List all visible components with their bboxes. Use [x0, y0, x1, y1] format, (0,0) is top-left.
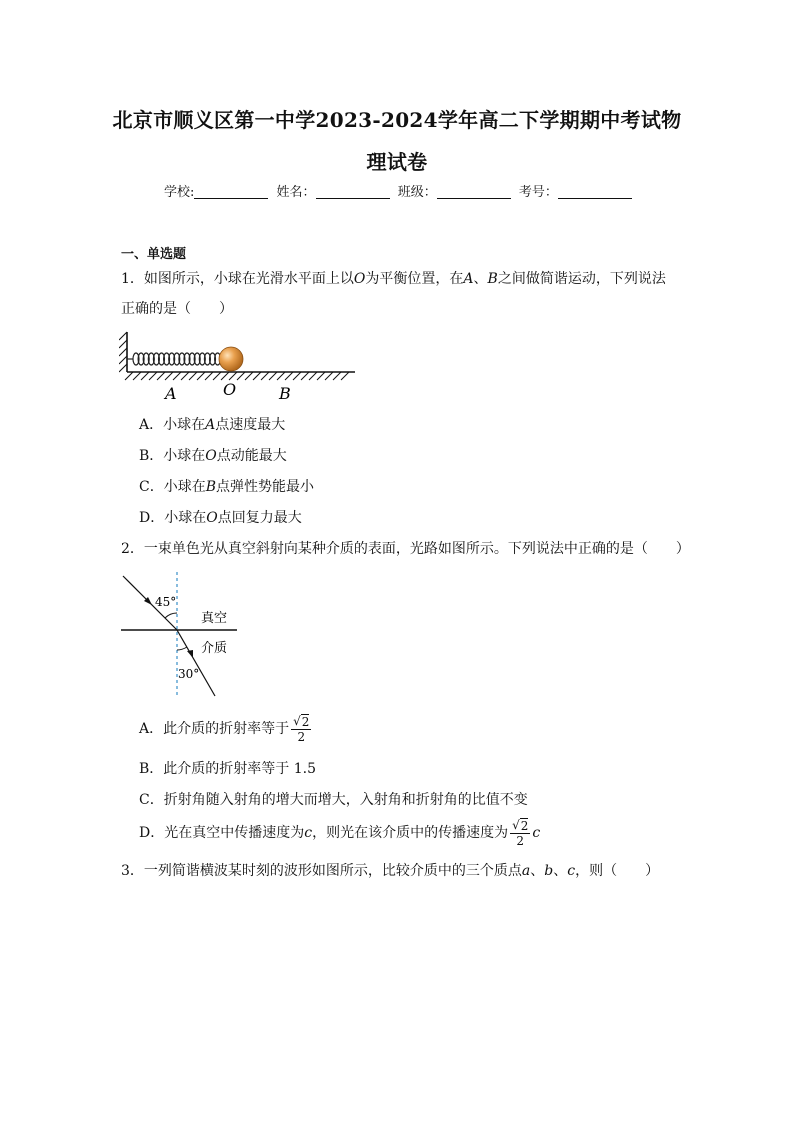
spring-oscillator-figure: [119, 328, 359, 404]
incident-angle-label: 45°: [155, 595, 177, 609]
variable-a: A: [463, 271, 474, 287]
q1-option-b[interactable]: B．小球在O点动能最大: [139, 448, 287, 464]
class-blank[interactable]: [437, 186, 511, 199]
floor-hatch: [125, 372, 349, 380]
q2-option-a[interactable]: A．此介质的折射率等于 √ 2 2: [139, 714, 310, 744]
variable-b: b: [544, 863, 554, 879]
q2-option-b[interactable]: B．此介质的折射率等于 1.5: [139, 761, 317, 777]
medium-label: 介质: [201, 641, 228, 656]
variable-a: a: [521, 863, 531, 879]
refraction-figure: [119, 570, 249, 702]
student-info-row: [164, 181, 636, 200]
question-1-line1: [121, 264, 681, 294]
q2-option-d[interactable]: D．光在真空中传播速度为c，则光在该介质中的传播速度为 √ 2 2 c: [139, 818, 541, 848]
refracted-arrow: [187, 650, 193, 658]
question-number: 1．: [121, 271, 144, 287]
question-text: 一列简谐横波某时刻的波形如图所示，比较介质中的三个质点: [143, 863, 522, 879]
q1-option-c[interactable]: C．小球在B点弹性势能最小: [139, 479, 315, 495]
question-3: 3．一列简谐横波某时刻的波形如图所示，比较介质中的三个质点a、b、c，则（ ）: [121, 863, 660, 879]
exam-number-blank[interactable]: [558, 186, 632, 199]
point-b-label: B: [279, 384, 291, 403]
name-blank[interactable]: [316, 186, 390, 199]
question-text: 、: [473, 271, 488, 287]
refraction-angle-label: 30°: [178, 667, 200, 681]
question-1-line2: 正确的是（ ）: [121, 301, 233, 317]
name-label: 姓名：: [276, 185, 316, 200]
spring: [133, 353, 221, 365]
question-text: 如图所示，小球在光滑水平面上以: [143, 271, 354, 287]
ball: [219, 347, 243, 371]
q1-option-d[interactable]: D．小球在O点回复力最大: [139, 510, 302, 526]
school-blank[interactable]: [194, 186, 268, 199]
class-label: 班级：: [397, 185, 437, 200]
question-number: 3．: [121, 863, 144, 879]
q2-option-c[interactable]: C．折射角随入射角的增大而增大，入射角和折射角的比值不变: [139, 792, 528, 808]
exam-number-label: 考号：: [518, 185, 558, 200]
vacuum-label: 真空: [201, 611, 228, 626]
school-label: 学校:: [164, 185, 195, 200]
question-1: [121, 264, 681, 324]
fraction-sqrt2-over-2: √ 2 2: [293, 714, 310, 744]
variable-b: B: [487, 271, 498, 287]
refracted-ray: [177, 630, 215, 696]
question-number: 2．: [121, 541, 144, 557]
incident-angle-arc: [165, 613, 177, 618]
question-text: ，则（ ）: [575, 863, 660, 879]
question-text: 为平衡位置，在: [365, 271, 464, 287]
refraction-angle-arc: [177, 647, 187, 650]
exam-title-line2: 理试卷: [366, 150, 428, 174]
wall-hatch: [119, 332, 127, 372]
point-a-label: A: [165, 384, 177, 403]
q1-option-a[interactable]: A．小球在A点速度最大: [139, 417, 286, 433]
question-text: 之间做简谐运动，下列说法: [497, 271, 666, 287]
question-text: 一束单色光从真空斜射向某种介质的表面，光路如图所示。下列说法中正确的是（ ）: [143, 541, 690, 557]
variable-c: c: [567, 863, 576, 879]
question-2: [121, 534, 701, 564]
variable-o: O: [353, 271, 366, 287]
exam-title-line1: 北京市顺义区第一中学2023-2024学年高二下学期期中考试物: [112, 108, 682, 132]
section-heading: 一、单选题: [121, 247, 187, 262]
point-o-label: O: [223, 380, 237, 399]
fraction-sqrt2-over-2: √ 2 2: [512, 818, 529, 848]
